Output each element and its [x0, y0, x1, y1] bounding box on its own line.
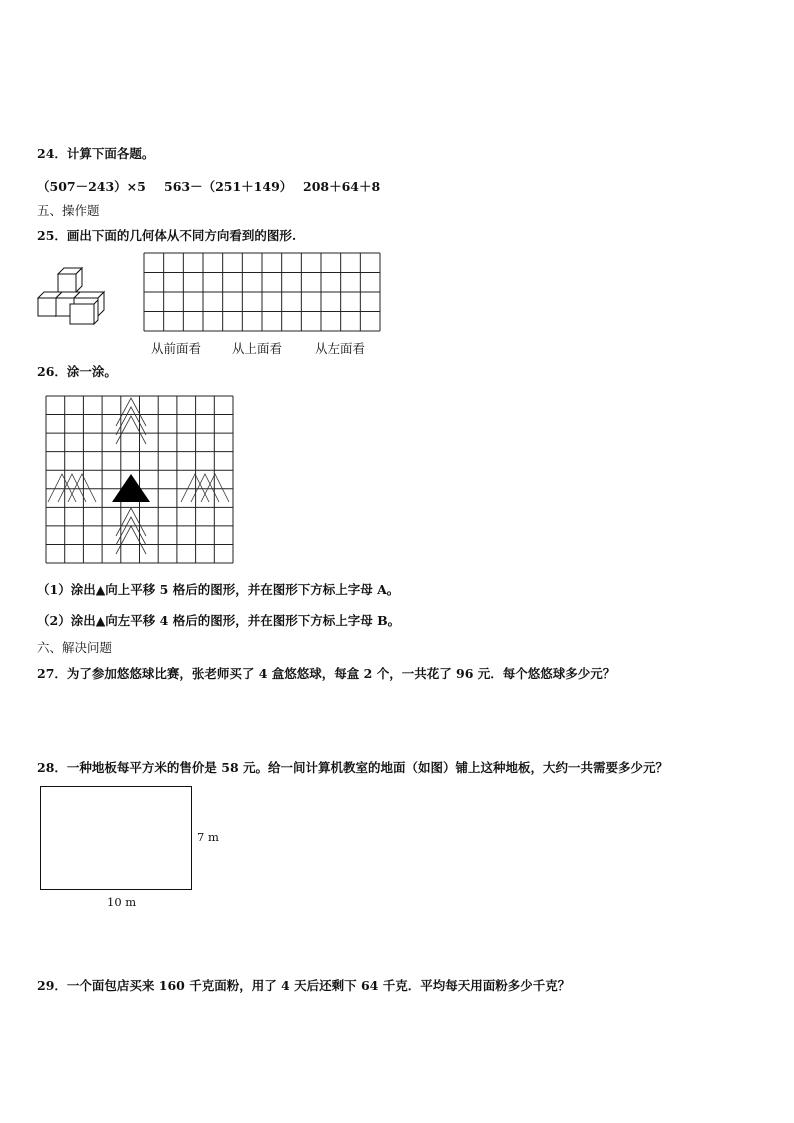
outline-triangle	[68, 474, 96, 502]
section-5-title: 五、操作题	[37, 203, 100, 218]
q26-sub-1: （1）涂出▲向上平移 5 格后的图形，并在图形下方标上字母 A。	[37, 582, 400, 597]
q24-expr-3: 208＋64＋8	[303, 179, 381, 194]
q25-title: 25．画出下面的几何体从不同方向看到的图形.	[37, 228, 297, 243]
q24-title: 24．计算下面各题。	[37, 146, 155, 161]
q24-expr-1: （507－243）×5	[37, 179, 146, 194]
q26-sub-2: （2）涂出▲向左平移 4 格后的图形，并在图形下方标上字母 B。	[37, 613, 401, 628]
q26-translation-grid	[46, 396, 234, 564]
q27-text: 27．为了参加悠悠球比赛，张老师买了 4 盒悠悠球，每盒 2 个，一共花了 96 元．每个悠悠球多少元？	[37, 666, 616, 681]
outline-triangle	[181, 474, 209, 502]
filled-triangle	[112, 474, 150, 502]
q25-drawing-grid	[144, 253, 382, 333]
q24-expr-2: 563－（251＋149）	[164, 179, 293, 194]
height-label: 7 m	[197, 830, 219, 844]
outline-triangle	[58, 474, 86, 502]
classroom-floor-rectangle	[40, 786, 192, 890]
label-front-view: 从前面看	[151, 341, 202, 356]
outline-triangle	[201, 474, 229, 502]
width-label: 10 m	[107, 895, 137, 909]
cube-solid-figure	[36, 268, 108, 326]
label-left-view: 从左面看	[315, 341, 366, 356]
label-top-view: 从上面看	[232, 341, 283, 356]
outline-triangle	[48, 474, 76, 502]
section-6-title: 六、解决问题	[37, 640, 113, 655]
q28-text: 28．一种地板每平方米的售价是 58 元。给一间计算机教室的地面（如图）铺上这种地板，大约一共需要多少元？	[37, 760, 668, 775]
q29-text: 29．一个面包店买来 160 千克面粉，用了 4 天后还剩下 64 千克．平均每天用面粉多少千克？	[37, 978, 571, 993]
q26-title: 26．涂一涂。	[37, 364, 117, 379]
